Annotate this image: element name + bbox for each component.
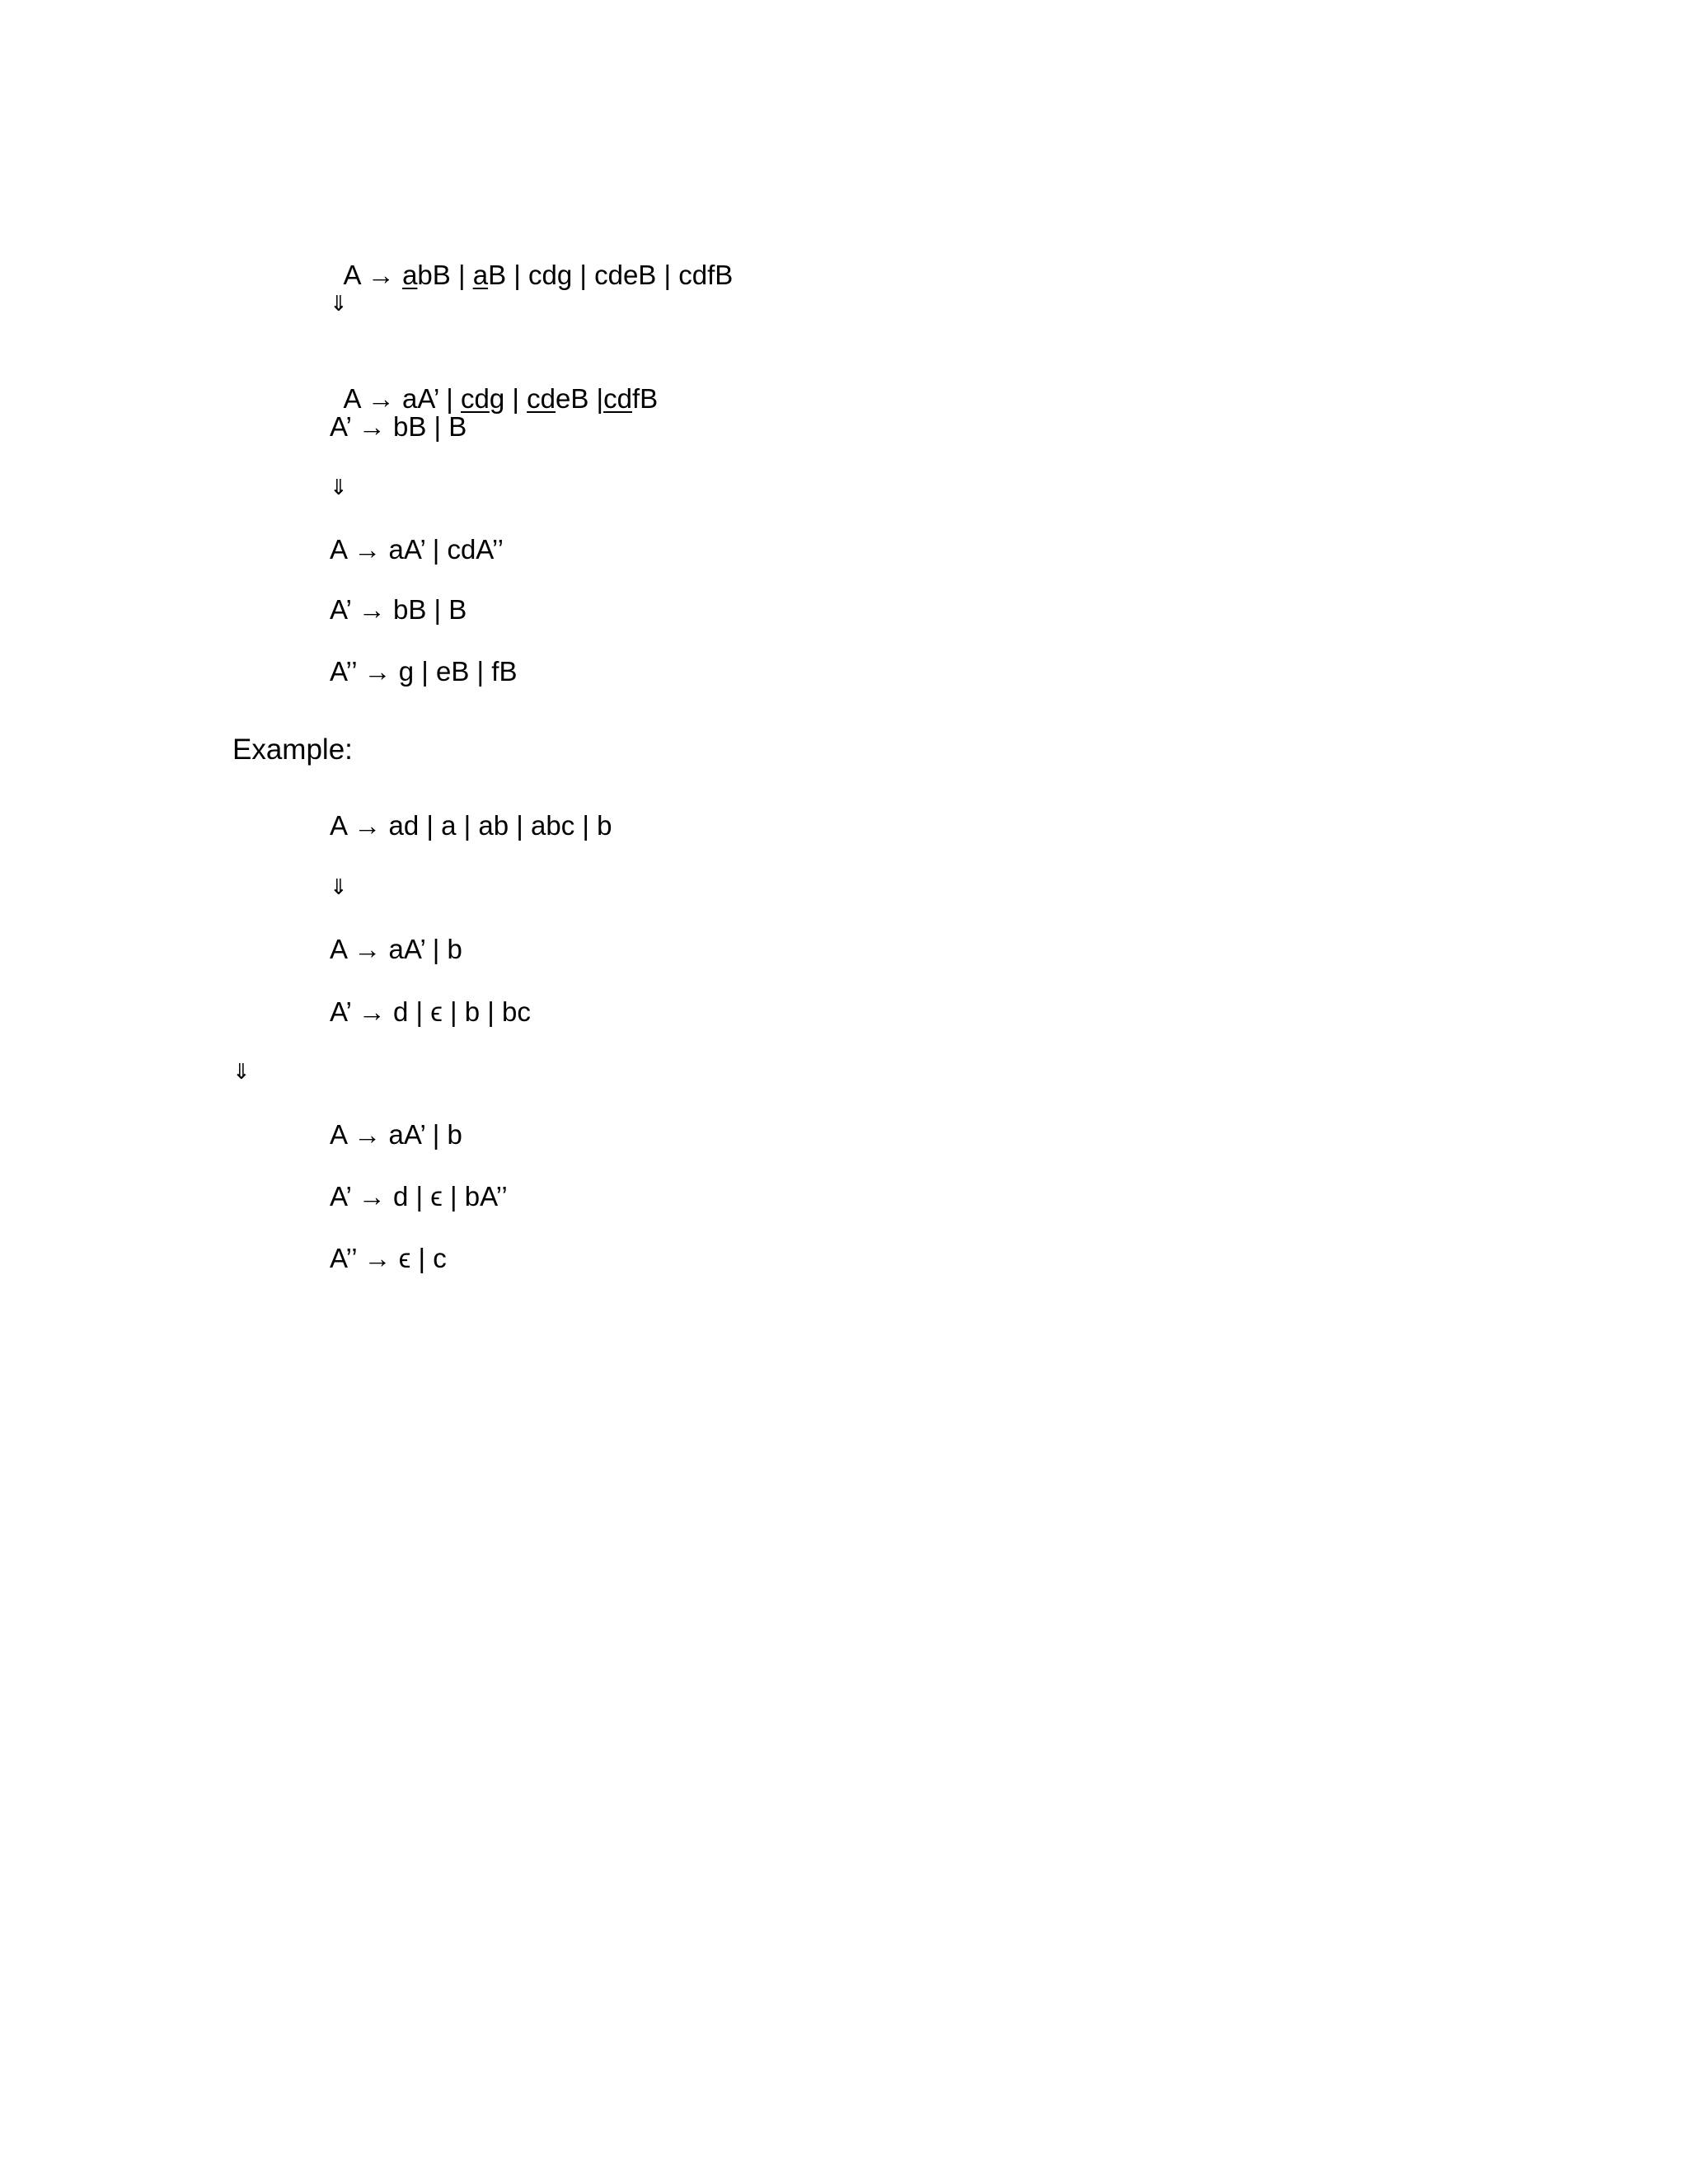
rule-segment-underlined: a [472,260,489,290]
example-rule-final-a-double-prime: A’’ → ϵ | c [330,1243,447,1273]
grammar-rule-final-a-prime: A’ → bB | B [330,594,467,625]
example-heading: Example: [232,733,353,766]
example-rule-original: A → ad | a | ab | abc | b [330,810,612,841]
rule-segment: fB [631,383,659,414]
grammar-rule-original [330,226,733,292]
rule-segment-underlined: a [402,260,418,290]
grammar-rule-step1-prime: A’ → bB | B [330,411,467,442]
rule-segment: eB | [555,383,604,414]
rule-segment: bB | [417,260,473,290]
rule-segment: B | cdg | cdeB | cdfB [488,260,734,290]
grammar-rule-step1 [330,349,658,415]
example-rule-final-a-prime: A’ → d | ϵ | bA’’ [330,1181,508,1212]
rule-segment: A → aA’ | [343,383,461,414]
implies-arrow-icon: ⇓ [330,292,348,316]
example-rule-step1: A → aA’ | b [330,934,462,964]
rule-segment-underlined: cd [527,383,556,414]
implies-arrow-icon: ⇓ [330,875,348,900]
implies-arrow-icon: ⇓ [330,476,348,500]
rule-segment: A → [343,260,403,290]
example-rule-step1-prime: A’ → d | ϵ | b | bc [330,996,531,1027]
rule-segment: g | [489,383,528,414]
implies-arrow-icon: ⇓ [232,1060,251,1085]
example-rule-final-a: A → aA’ | b [330,1119,462,1150]
grammar-rule-final-a: A → aA’ | cdA’’ [330,534,504,565]
rule-segment-underlined: cd [461,383,490,414]
rule-segment-underlined: cd [603,383,632,414]
grammar-rule-final-a-double-prime: A’’ → g | eB | fB [330,656,518,687]
